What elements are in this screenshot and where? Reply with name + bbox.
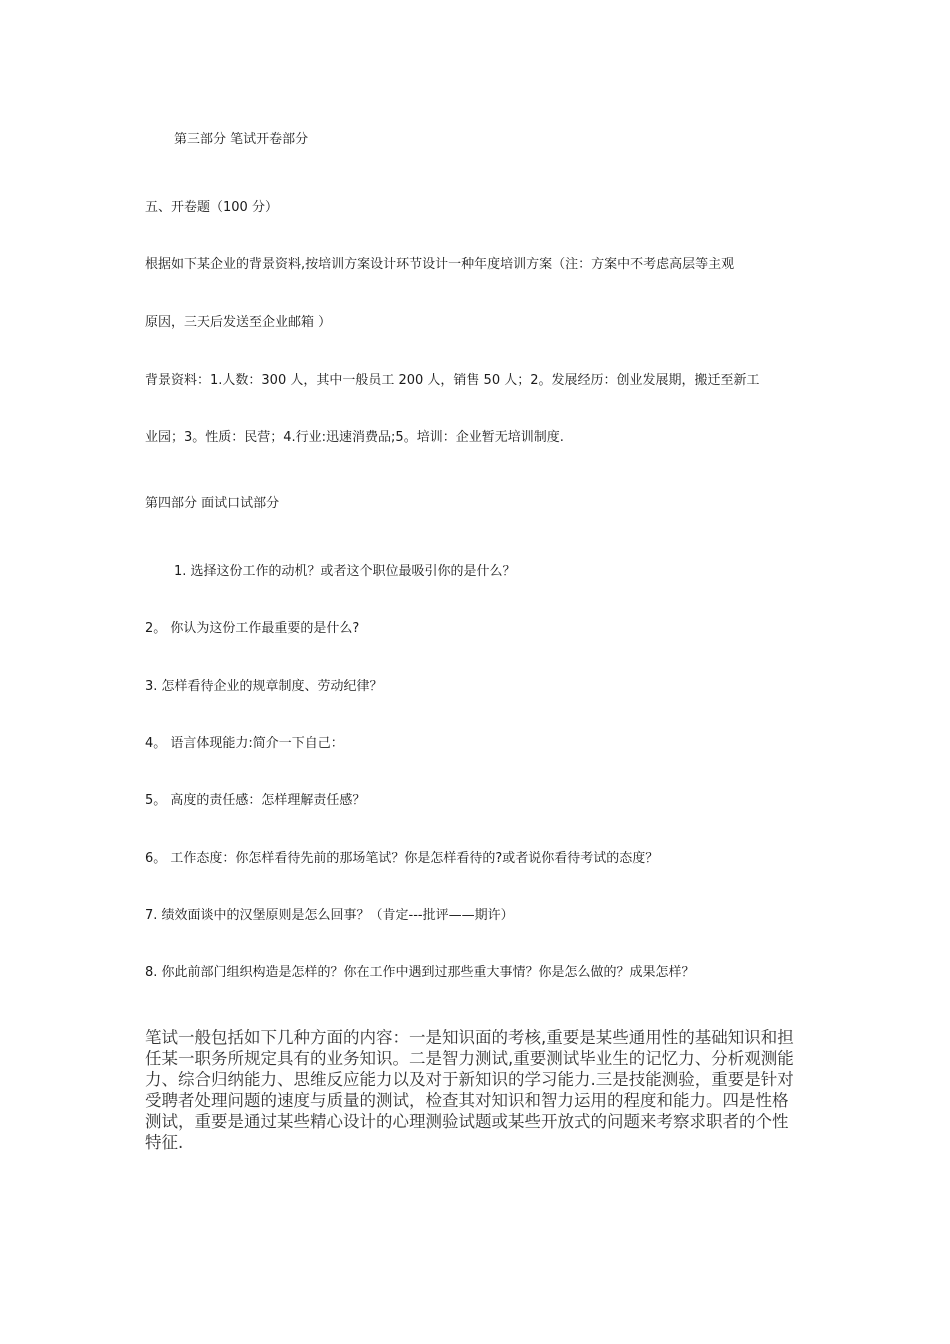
summary-line: 测试，重要是通过某些精心设计的心理测验试题或某些开放式的问题来考察求职者的个性 <box>145 1112 789 1131</box>
background-line-1: 背景资料：1.人数：300 人，其中一般员工 200 人，销售 50 人；2。发展经历：创业发展期，搬迁至新工 <box>145 373 760 388</box>
section-4-title: 第四部分 面试口试部分 <box>145 496 280 511</box>
background-line-2: 业园；3。性质：民营；4.行业:迅速消费品;5。培训：企业暂无培训制度. <box>145 430 564 445</box>
open-question-heading: 五、开卷题（100 分） <box>145 200 278 215</box>
summary-line: 笔试一般包括如下几种方面的内容：一是知识面的考核,重要是某些通用性的基础知识和担 <box>145 1028 794 1047</box>
summary-line: 特征. <box>145 1133 184 1152</box>
written-test-summary <box>145 1027 810 1153</box>
interview-question: 5。 高度的责任感：怎样理解责任感？ <box>145 793 366 808</box>
instruction-line-2: 原因，三天后发送至企业邮箱 ） <box>145 315 332 330</box>
summary-line: 任某一职务所规定具有的业务知识。二是智力测试,重要测试毕业生的记忆力、分析观测能 <box>145 1049 794 1068</box>
interview-question: 1. 选择这份工作的动机？或者这个职位最吸引你的是什么？ <box>174 564 516 579</box>
interview-question: 2。 你认为这份工作最重要的是什么? <box>145 621 360 636</box>
summary-line: 力、综合归纳能力、思维反应能力以及对于新知识的学习能力.三是技能测验，重要是针对 <box>145 1070 794 1089</box>
interview-question: 8. 你此前部门组织构造是怎样的？你在工作中遇到过那些重大事情？你是怎么做的？成果怎样？ <box>145 965 695 980</box>
instruction-line-1: 根据如下某企业的背景资料,按培训方案设计环节设计一种年度培训方案（注：方案中不考虑高层等主观 <box>145 257 735 272</box>
summary-line: 受聘者处理问题的速度与质量的测试，检查其对知识和智力运用的程度和能力。四是性格 <box>145 1091 789 1110</box>
interview-question: 6。 工作态度：你怎样看待先前的那场笔试？你是怎样看待的?或者说你看待考试的态度？ <box>145 851 659 866</box>
interview-question: 7. 绩效面谈中的汉堡原则是怎么回事？（肯定---批评——期许） <box>145 908 514 923</box>
interview-question: 4。 语言体现能力:简介一下自己： <box>145 736 344 751</box>
interview-question: 3. 怎样看待企业的规章制度、劳动纪律？ <box>145 679 383 694</box>
section-3-title: 第三部分 笔试开卷部分 <box>174 132 309 147</box>
